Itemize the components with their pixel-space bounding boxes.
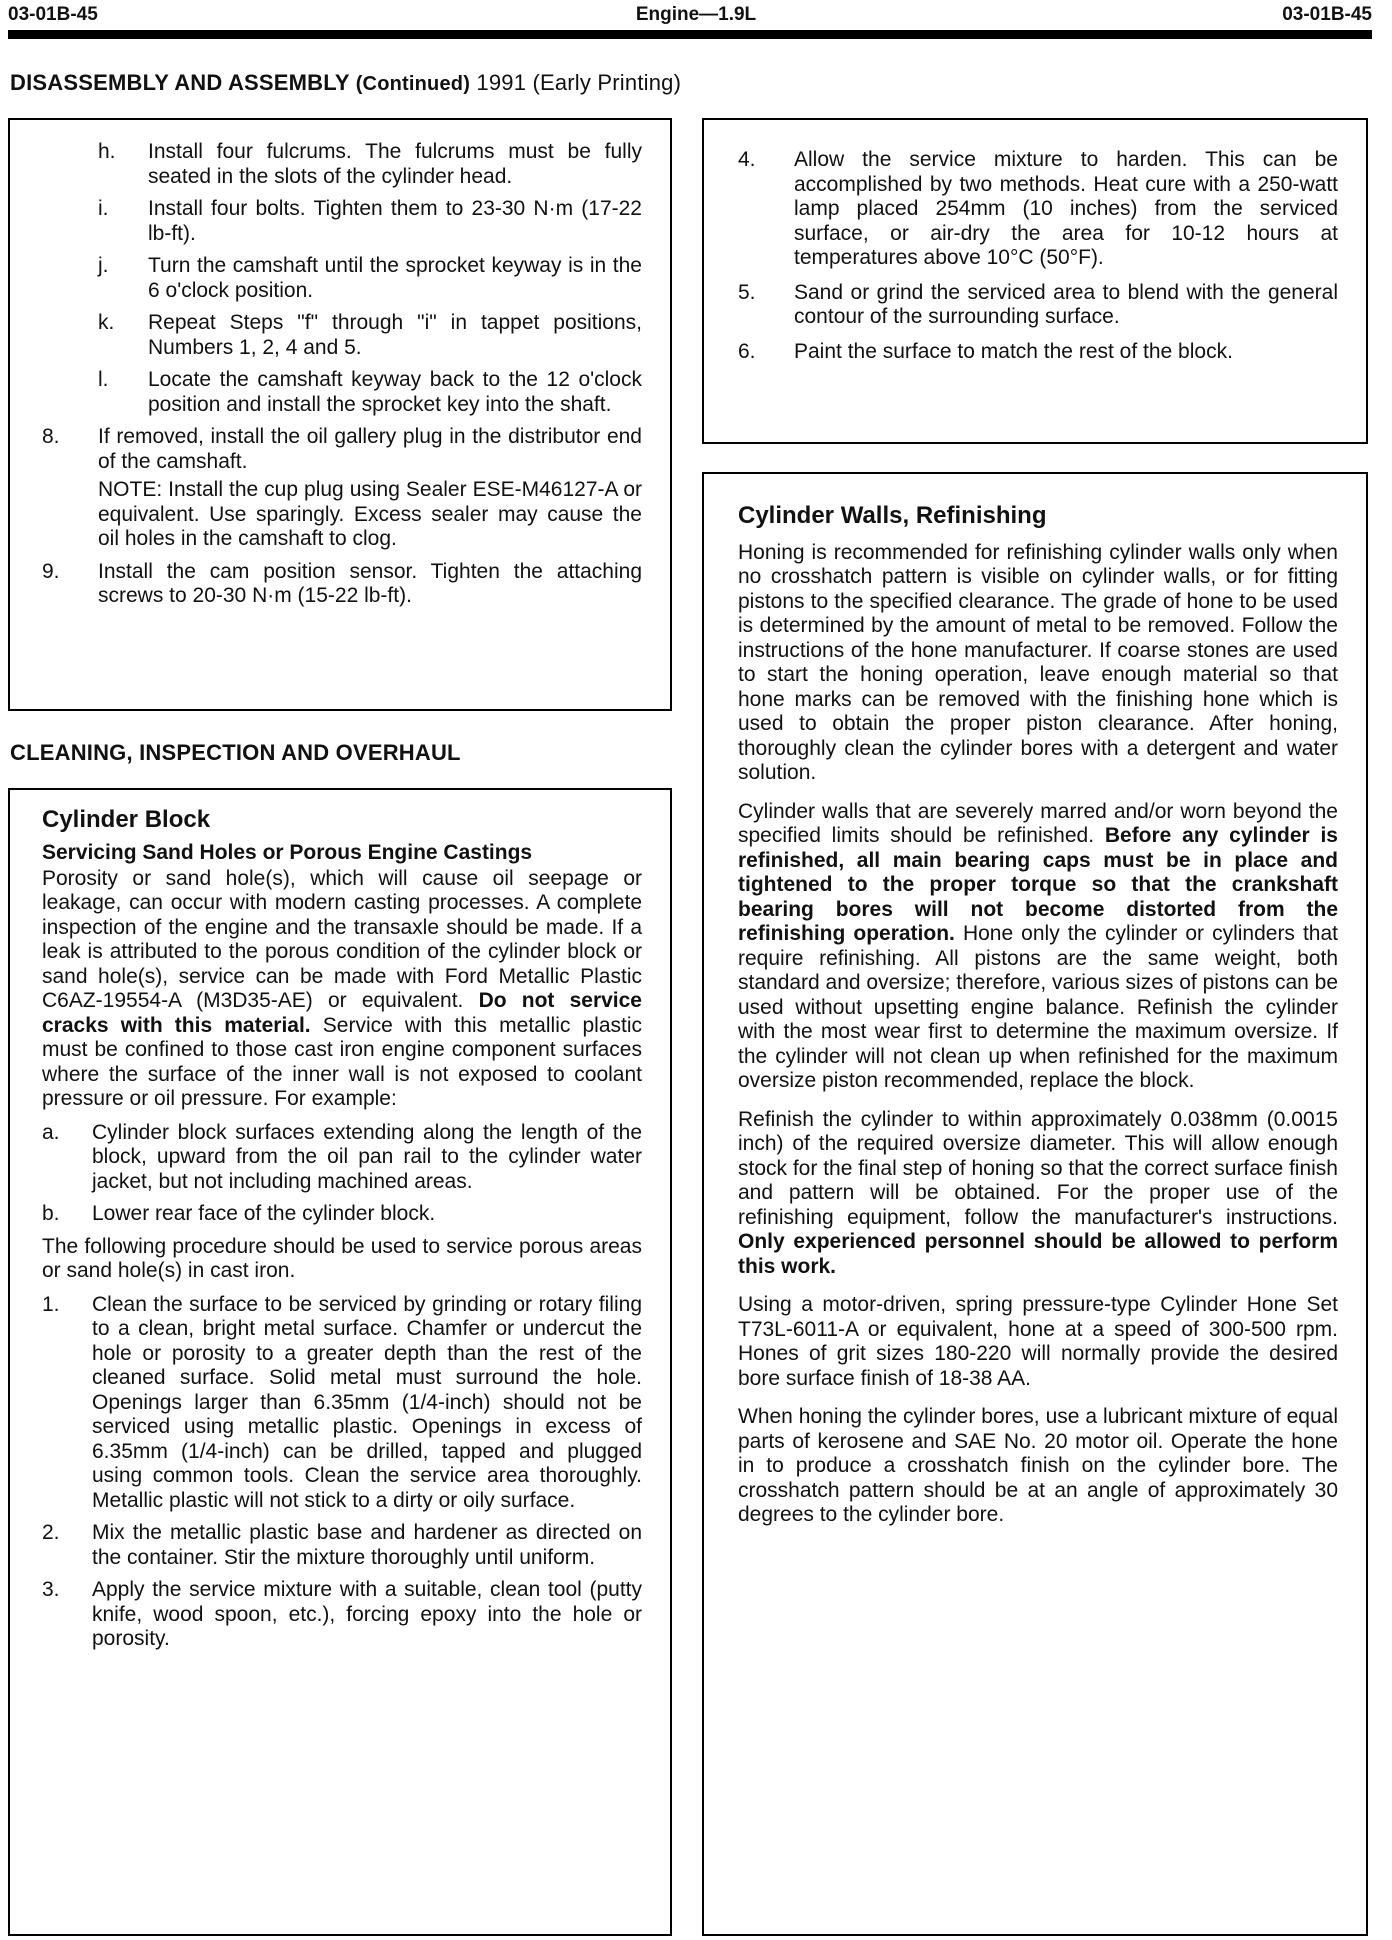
cylinder-walls-heading: Cylinder Walls, Refinishing — [738, 502, 1047, 529]
example-a — [42, 1121, 642, 1195]
section-title-disassembly — [10, 70, 681, 96]
step-5 — [738, 281, 1338, 330]
page-header — [0, 4, 1392, 30]
step-text: Locate the camshaft keyway back to the 12 o'clock position and install the sprocket key into the shaft. — [148, 368, 642, 416]
paragraph-text: Porosity or sand hole(s), which will cause oil seepage or leakage, can occur with modern casting processes. A complete inspection of the engine and the transaxle should be made. If a leak is attributed to the porous condition of the cylinder block or sand hole(s), service can be made with Ford Metallic Plastic C6AZ-19554-A (M3D35-AE) or equivalent. — [42, 866, 642, 1012]
step-label: 4. — [738, 148, 756, 171]
sand-holes-subheading: Servicing Sand Holes or Porous Engine Castings — [42, 840, 533, 864]
step-label: l. — [98, 368, 109, 391]
section-title-printing: 1991 (Early Printing) — [476, 70, 682, 95]
step-1 — [42, 1293, 642, 1514]
hardening-steps-box — [702, 118, 1368, 444]
step-label: 3. — [42, 1578, 60, 1601]
step-text: Sand or grind the serviced area to blend with the general contour of the surrounding surface. — [794, 280, 1338, 328]
refinish-paragraph — [738, 800, 1338, 1094]
step-label: j. — [98, 254, 109, 277]
assembly-steps-box — [8, 118, 672, 711]
paragraph-text: Hone only the cylinder or cylinders that require refinishing. All pistons are the same weight, both standard and oversize; therefore, various sizes of pistons can be used without upsetting engine balance. Refinish the cylinder with the most wear first to determine the maximum oversize. If the cylinder will not clean up when refinished for the maximum oversize piston recommended, replace the block. — [738, 922, 1338, 1092]
warning-text: Before any cylinder is refinished, all main bearing caps must be in place and tightened to the proper torque so that the crankshaft bearing bores will not become distorted from the refinishing operation. — [738, 824, 1338, 945]
oversize-paragraph — [738, 1108, 1338, 1280]
step-text: Turn the camshaft until the sprocket keyway is in the 6 o'clock position. — [148, 254, 642, 302]
step-k — [98, 311, 642, 360]
step-label: 5. — [738, 280, 756, 304]
step-label: 6. — [738, 339, 756, 363]
header-title: Engine—1.9L — [635, 4, 757, 25]
cylinder-block-box — [8, 788, 672, 1936]
page-number-right: 03-01B-45 — [1282, 4, 1372, 25]
page-number-left: 03-01B-45 — [8, 4, 98, 25]
paragraph-text: Service with this metallic plastic must be confined to those cast iron engine component surfaces where the surface of the inner wall is not exposed to coolant pressure or oil pressure. For example: — [42, 1013, 642, 1110]
step-label: 8. — [42, 425, 60, 448]
step-l — [98, 368, 642, 417]
section-title-main: DISASSEMBLY AND ASSEMBLY — [10, 70, 350, 95]
step-3 — [42, 1578, 642, 1652]
section-title-continued: (Continued) — [355, 73, 471, 95]
cylinder-walls-box — [702, 472, 1368, 1936]
step-text: Install the cam position sensor. Tighten the attaching screws to 20-30 N·m (15-22 lb-ft). — [98, 559, 642, 607]
cylinder-block-heading: Cylinder Block — [42, 806, 211, 833]
step-8 — [42, 425, 642, 474]
step-6 — [738, 340, 1338, 365]
step-label: k. — [98, 311, 115, 334]
paragraph-text: Cylinder walls that are severely marred and/or worn beyond the specified limits should be refinished. — [738, 799, 1338, 847]
procedure-intro: The following procedure should be used to service porous areas or sand hole(s) in cast iron. — [42, 1234, 642, 1282]
paragraph-text: Refinish the cylinder to within approximately 0.038mm (0.0015 inch) of the required oversize diameter. This will allow enough stock for the final step of honing so that the correct surface finish and pattern will be obtained. For the proper use of the refinishing equipment, follow the manufacturer's instructions. — [738, 1107, 1338, 1229]
warning-text: Do not service cracks with this material. — [42, 989, 642, 1037]
example-b — [42, 1202, 642, 1227]
item-label: b. — [42, 1202, 60, 1225]
step-label: 2. — [42, 1521, 60, 1544]
item-text: Lower rear face of the cylinder block. — [92, 1202, 436, 1225]
item-text: Cylinder block surfaces extending along the length of the block, upward from the oil pan rail to the cylinder water jacket, but not including machined areas. — [92, 1120, 642, 1193]
step-label: i. — [98, 197, 109, 220]
step-text: Install four fulcrums. The fulcrums must be fully seated in the slots of the cylinder head. — [148, 140, 642, 188]
note-text: NOTE: Install the cup plug using Sealer ESE-M46127-A or equivalent. Use sparingly. Excess sealer may cause the oil holes in the camshaft to clog. — [98, 478, 642, 550]
header-rule — [8, 30, 1372, 39]
step-text: Paint the surface to match the rest of the block. — [794, 339, 1233, 363]
step-j — [98, 254, 642, 303]
step-label: 1. — [42, 1292, 60, 1316]
step-text: Install four bolts. Tighten them to 23-30 N·m (17-22 lb-ft). — [148, 197, 642, 245]
warning-text: Only experienced personnel should be allowed to perform this work. — [738, 1230, 1338, 1278]
step-text: Repeat Steps "f" through "i" in tappet positions, Numbers 1, 2, 4 and 5. — [148, 311, 642, 359]
step-4 — [738, 148, 1338, 271]
step-text: Apply the service mixture with a suitable, clean tool (putty knife, wood spoon, etc.), forcing epoxy into the hole or porosity. — [92, 1578, 642, 1650]
step-i — [98, 197, 642, 246]
section-title-cleaning: CLEANING, INSPECTION AND OVERHAUL — [10, 740, 461, 765]
step-label: h. — [98, 140, 116, 163]
step-2 — [42, 1521, 642, 1570]
porosity-paragraph — [42, 867, 642, 1112]
step-text: Mix the metallic plastic base and hardener as directed on the container. Stir the mixture thoroughly until uniform. — [92, 1521, 642, 1569]
lubricant-paragraph: When honing the cylinder bores, use a lubricant mixture of equal parts of kerosene and SAE No. 20 motor oil. Operate the hone in to produce a crosshatch finish on the cylinder bore. The crosshatch pattern should be at an angle of approximately 30 degrees to the cylinder bore. — [738, 1405, 1338, 1526]
step-text: Allow the service mixture to harden. This can be accomplished by two methods. Heat cure with a 250-watt lamp placed 254mm (10 inches) from the serviced surface, or air-dry the area for 10-12 hours at temperatures above 10°C (50°F). — [794, 148, 1338, 269]
step-h — [98, 140, 642, 189]
step-text: If removed, install the oil gallery plug in the distributor end of the camshaft. — [98, 425, 642, 473]
step-text: Clean the surface to be serviced by grinding or rotary filing to a clean, bright metal surface. Chamfer or undercut the hole or porosity to a greater depth than the rest of the cleaned surface. Solid metal must surround the hole. Openings larger than 6.35mm (1/4-inch) should not be serviced using metallic plastic. Openings in excess of 6.35mm (1/4-inch) can be drilled, tapped and plugged using common tools. Clean the service area thoroughly. Metallic plastic will not stick to a dirty or oily surface. — [92, 1292, 642, 1512]
step-label: 9. — [42, 559, 60, 583]
honing-paragraph: Honing is recommended for refinishing cylinder walls only when no crosshatch pattern is visible on cylinder walls, or for fitting pistons to the specified clearance. The grade of hone to be used is determined by the amount of metal to be removed. Follow the instructions of the hone manufacturer. If coarse stones are used to start the honing operation, leave enough material so that hone marks can be removed with the finishing hone which is used to obtain the proper piston clearance. After honing, thoroughly clean the cylinder bores with a detergent and water solution. — [738, 540, 1338, 784]
item-label: a. — [42, 1120, 60, 1144]
hone-set-paragraph: Using a motor-driven, spring pressure-type Cylinder Hone Set T73L-6011-A or equivalent, hone at a speed of 300-500 rpm. Hones of grit sizes 180-220 will normally provide the desired bore surface finish of 18-38 AA. — [738, 1293, 1338, 1390]
step-9 — [42, 560, 642, 609]
